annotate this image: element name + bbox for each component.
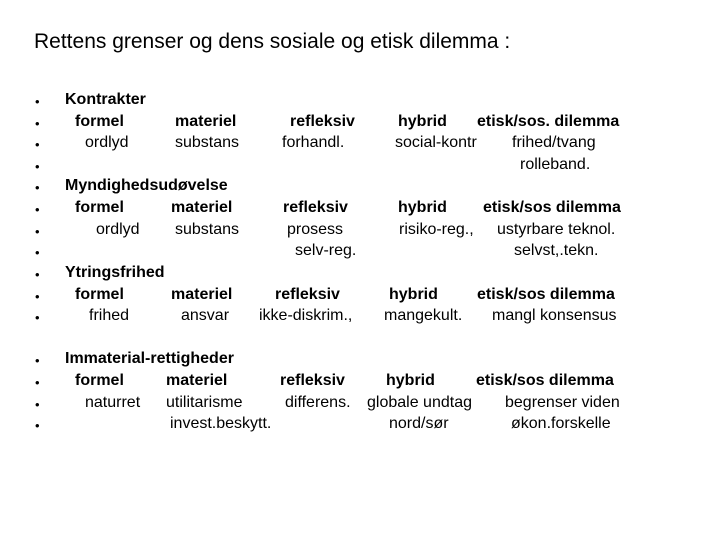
- kontrakter-row2-item: forhandl.: [282, 134, 345, 151]
- ytringsfrihed-row2-item: ikke-diskrim.,: [259, 307, 353, 324]
- bullet-marker: •: [35, 397, 40, 412]
- kontrakter-row2-item: ordlyd: [85, 134, 129, 151]
- ytringsfrihed-row1-item: etisk/sos dilemma: [477, 286, 615, 303]
- ytringsfrihed-row1-item: materiel: [171, 286, 233, 303]
- myndighed-row2-item: prosess: [287, 221, 344, 238]
- immaterial-row2-item: naturret: [85, 394, 141, 411]
- bullet-marker: •: [35, 310, 40, 325]
- myndighed-row1-item: etisk/sos dilemma: [483, 199, 621, 216]
- immaterial-row3-item: invest.beskytt.: [170, 415, 272, 432]
- immaterial-row1-item: etisk/sos dilemma: [476, 372, 614, 389]
- myndighed-row1-item: formel: [75, 199, 124, 216]
- section-heading-kontrakter: Kontrakter: [65, 91, 146, 108]
- kontrakter-row3-item: rolleband.: [520, 156, 591, 173]
- immaterial-row1-item: materiel: [166, 372, 228, 389]
- myndighed-row1-item: materiel: [171, 199, 233, 216]
- immaterial-row3-item: nord/sør: [389, 415, 449, 432]
- kontrakter-row2-item: social-kontr: [395, 134, 477, 151]
- kontrakter-row1-item: hybrid: [398, 113, 447, 130]
- ytringsfrihed-row1-item: hybrid: [389, 286, 438, 303]
- section-heading-myndighedsudovelse: Myndighedsudøvelse: [65, 177, 228, 194]
- section-heading-immaterial-rettigheder: Immaterial-rettigheder: [65, 350, 234, 367]
- myndighed-row2-item: risiko-reg.,: [399, 221, 474, 238]
- immaterial-row1-item: formel: [75, 372, 124, 389]
- bullet-marker: •: [35, 137, 40, 152]
- bullet-marker: •: [35, 202, 40, 217]
- immaterial-row1-item: hybrid: [386, 372, 435, 389]
- bullet-marker: •: [35, 180, 40, 195]
- section-heading-ytringsfrihed: Ytringsfrihed: [65, 264, 165, 281]
- slide-title: Rettens grenser og dens sosiale og etisk dilemma :: [34, 30, 511, 53]
- bullet-marker: •: [35, 159, 40, 174]
- immaterial-row3-item: økon.forskelle: [511, 415, 611, 432]
- bullet-marker: •: [35, 245, 40, 260]
- kontrakter-row1-item: materiel: [175, 113, 237, 130]
- bullet-marker: •: [35, 289, 40, 304]
- immaterial-row2-item: utilitarisme: [166, 394, 243, 411]
- ytringsfrihed-row2-item: frihed: [89, 307, 130, 324]
- ytringsfrihed-row2-item: mangekult.: [384, 307, 463, 324]
- myndighed-row2-item: substans: [175, 221, 240, 238]
- bullet-marker: •: [35, 375, 40, 390]
- bullet-marker: •: [35, 353, 40, 368]
- bullet-marker: •: [35, 224, 40, 239]
- myndighed-row1-item: refleksiv: [283, 199, 348, 216]
- myndighed-row2-item: ustyrbare teknol.: [497, 221, 616, 238]
- ytringsfrihed-row2-item: mangl konsensus: [492, 307, 617, 324]
- myndighed-row1-item: hybrid: [398, 199, 447, 216]
- ytringsfrihed-row2-item: ansvar: [181, 307, 230, 324]
- immaterial-row2-item: differens.: [285, 394, 351, 411]
- bullet-marker: •: [35, 267, 40, 282]
- kontrakter-row1-item: refleksiv: [290, 113, 355, 130]
- kontrakter-row2-item: substans: [175, 134, 240, 151]
- kontrakter-row1-item: formel: [75, 113, 124, 130]
- bullet-marker: •: [35, 116, 40, 131]
- immaterial-row2-item: begrenser viden: [505, 394, 620, 411]
- bullet-marker: •: [35, 418, 40, 433]
- myndighed-row3-item: selv-reg.: [295, 242, 357, 259]
- immaterial-row1-item: refleksiv: [280, 372, 345, 389]
- myndighed-row2-item: ordlyd: [96, 221, 140, 238]
- ytringsfrihed-row1-item: formel: [75, 286, 124, 303]
- kontrakter-row1-item: etisk/sos. dilemma: [477, 113, 620, 130]
- myndighed-row3-item: selvst,.tekn.: [514, 242, 599, 259]
- ytringsfrihed-row1-item: refleksiv: [275, 286, 340, 303]
- bullet-marker: •: [35, 94, 40, 109]
- kontrakter-row2-item: frihed/tvang: [512, 134, 596, 151]
- immaterial-row2-item: globale undtag: [367, 394, 472, 411]
